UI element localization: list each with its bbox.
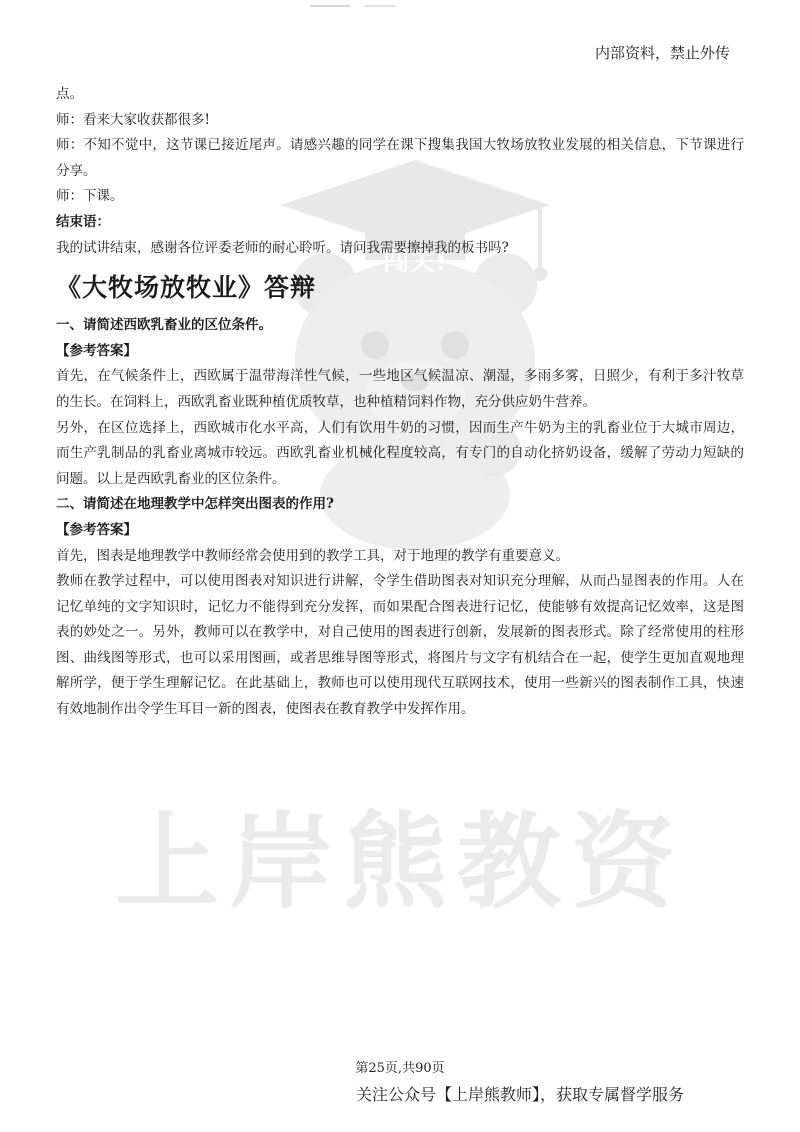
- paragraph: 师：不知不觉中，这节课已接近尾声。请感兴趣的同学在课下搜集我国大牧场放牧业发展的相关信息，下节课进行分享。: [56, 137, 744, 179]
- answer-label: 【参考答案】: [56, 521, 137, 538]
- question-2: 二、请简述在地理教学中怎样突出图表的作用?: [56, 496, 334, 513]
- paragraph: 点。: [56, 86, 83, 102]
- answer-paragraph: 首先，图表是地理教学中教师经常会使用到的教学工具，对于地理的教学有重要意义。: [56, 547, 569, 564]
- answer-paragraph: 另外，在区位选择上，西欧城市化水平高，人们有饮用牛奶的习惯，因而生产牛奶为主的乳畜业位于大城市周边，而生产乳制品的乳畜业离城市较远。西欧乳畜业机械化程度较高，有专门的自动化挤奶设备，缓解了劳动力短缺的问题。以上是西欧乳畜业的区位条件。: [56, 419, 744, 487]
- question-1: 一、请简述西欧乳畜业的区位条件。: [56, 317, 272, 334]
- scan-mark: [310, 4, 470, 8]
- answer-label: 【参考答案】: [56, 342, 137, 359]
- paragraph: 师：下课。: [56, 188, 124, 205]
- watermark-brand-text: 上岸熊教资: [114, 801, 685, 923]
- closing-label: 结束语：: [56, 213, 110, 230]
- answer-paragraph: 教师在教学过程中，可以使用图表对知识进行讲解，令学生借助图表对知识充分理解，从而凸显图表的作用。人在记忆单纯的文字知识时，记忆力不能得到充分发挥，而如果配合图表进行记忆，使能够有效提高记忆效率，这是图表的妙处之一。另外，教师可以在教学中，对自己使用的图表进行创新，发展新的图表形式。除了经常使用的柱形图、曲线图等形式，也可以采用图画，或者思维导图等形式，将图片与文字有机结合在一起，使学生更加直观地理解所学，便于学生理解记忆。在此基础上，教师也可以使用现代互联网技术，使用一些新兴的图表制作工具，快速有效地制作出令学生耳目一新的图表，使图表在教育教学中发挥作用。: [56, 573, 744, 718]
- page-number: 第25页,共90页: [355, 1061, 445, 1076]
- paragraph: 师：看来大家收获都很多!: [56, 111, 210, 128]
- section-title: 《大牧场放牧业》答辩: [56, 273, 317, 303]
- closing-text: 我的试讲结束，感谢各位评委老师的耐心聆听。请问我需要擦掉我的板书吗?: [56, 239, 509, 256]
- answer-paragraph: 首先，在气候条件上，西欧属于温带海洋性气候，一些地区气候温凉、潮湿，多雨多雾，日照少，有利于多汁牧草的生长。在饲料上，西欧乳畜业既种植优质牧草，也种植精饲料作物，充分供应奶牛营养。: [56, 368, 744, 410]
- svg-text:闯关!: 闯关!: [383, 247, 447, 277]
- document-body: [56, 82, 744, 723]
- confidential-note: 内部资料，禁止外传: [594, 44, 730, 62]
- footer-promo: 关注公众号【上岸熊教师】，获取专属督学服务: [356, 1085, 685, 1104]
